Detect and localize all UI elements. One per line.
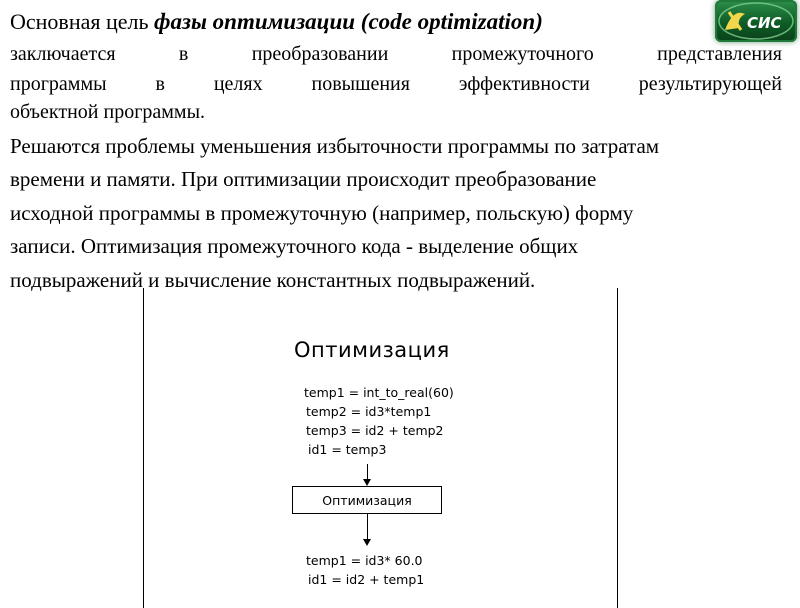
body-line-3: исходной программы в промежуточную (например, польскую) форму [10, 201, 634, 225]
code-before-line: id1 = temp3 [308, 442, 387, 457]
heading-line [10, 7, 710, 37]
arrow-shaft-bottom [367, 514, 368, 540]
body-line-5: подвыражений и вычисление константных подвыражений. [10, 268, 536, 292]
intro-word: в [178, 43, 189, 65]
code-before-line: temp2 = id3*temp1 [306, 404, 432, 419]
intro-word: программы [10, 73, 107, 95]
logo-graphic [715, 0, 797, 42]
intro-word: эффективности [458, 73, 590, 95]
code-before-line: temp1 = int_to_real(60) [304, 385, 454, 400]
intro-line-2 [10, 69, 782, 99]
intro-word: результирующей [638, 73, 782, 95]
intro-word: преобразовании [251, 43, 389, 65]
heading-phase: фазы оптимизации (code optimization) [154, 9, 543, 34]
arrow-down-icon [363, 539, 371, 546]
body-line-2: времени и памяти. При оптимизации происходит преобразование [10, 167, 597, 191]
intro-line-1 [10, 39, 782, 69]
intro-word: заключается [10, 43, 116, 65]
intro-word: представления [657, 43, 782, 65]
code-after-line: id1 = id2 + temp1 [308, 572, 425, 587]
body-line-1: Решаются проблемы уменьшения избыточности программы по затратам [10, 134, 660, 158]
code-before-line: temp3 = id2 + temp2 [306, 423, 444, 438]
intro-word: в [155, 73, 165, 95]
optimization-box: Оптимизация [292, 486, 442, 514]
logo-icon [715, 0, 797, 42]
heading-prefix: Основная цель [10, 9, 155, 34]
figure-title: Оптимизация [294, 338, 450, 362]
intro-line-3: объектной программы. [10, 101, 206, 123]
optimization-figure [143, 288, 618, 608]
body-line-4: записи. Оптимизация промежуточного кода - выделение общих [10, 234, 579, 258]
code-after-line: temp1 = id3* 60.0 [306, 553, 423, 568]
arrow-down-icon [363, 479, 371, 486]
intro-word: повышения [311, 73, 410, 95]
intro-word: целях [213, 73, 263, 95]
svg-text:СИС: СИС [747, 14, 782, 32]
arrow-shaft-top [367, 464, 368, 480]
intro-word: промежуточного [451, 43, 594, 65]
